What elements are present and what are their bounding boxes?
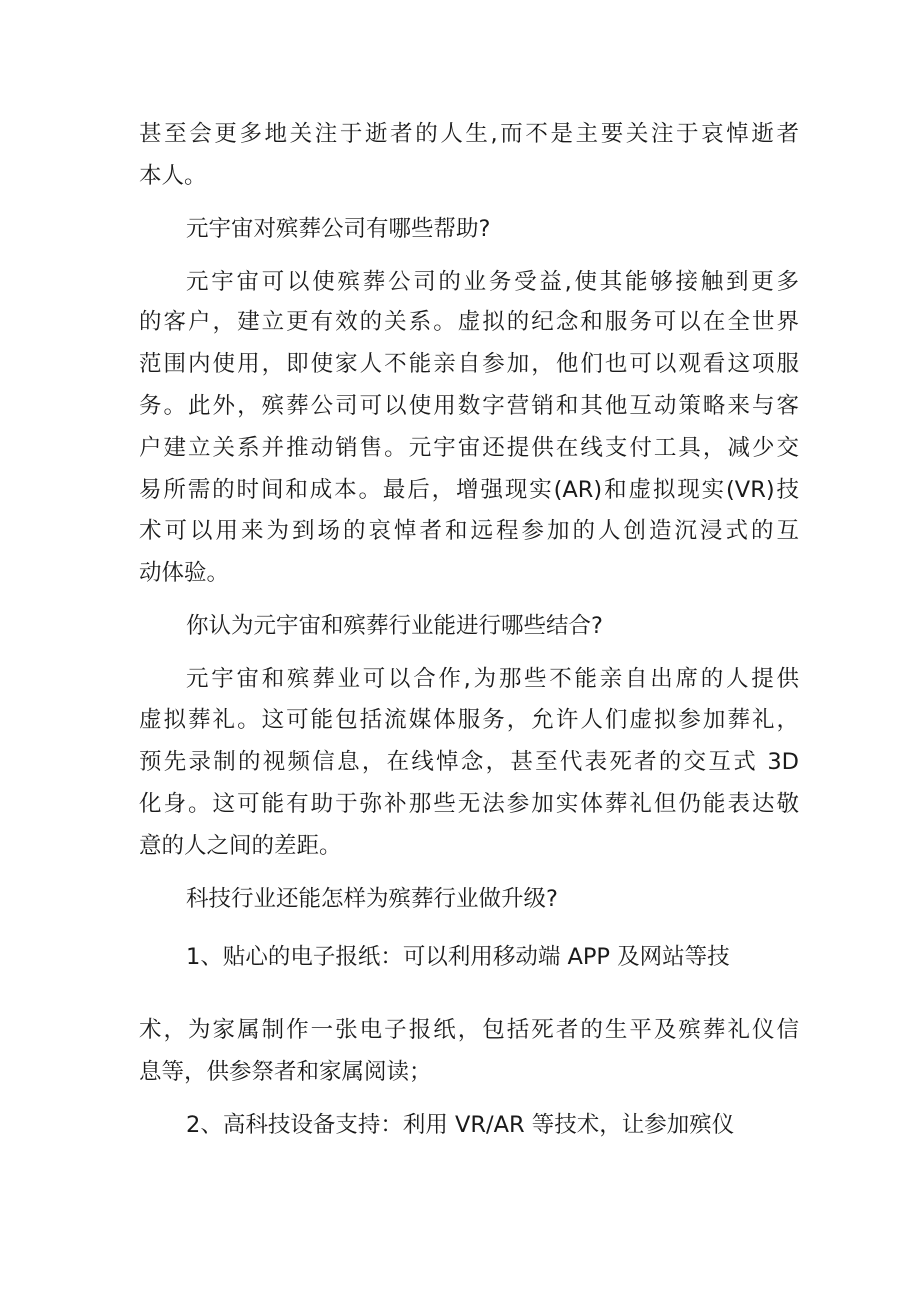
question-heading-2: 你认为元宇宙和殡葬行业能进行哪些结合? — [186, 613, 603, 639]
question-heading-1: 元宇宙对殡葬公司有哪些帮助? — [186, 216, 491, 242]
question-heading-3: 科技行业还能怎样为殡葬行业做升级? — [186, 886, 558, 912]
text-line-5: 的客户，建立更有效的关系。虚拟的纪念和服务可以在全世界 — [139, 309, 799, 335]
text-line-10: 术可以用来为到场的哀悼者和远程参加的人创造沉浸式的互 — [139, 518, 799, 544]
text-line-21: 息等，供参祭者和家属阅读； — [139, 1059, 432, 1085]
text-line-8: 户建立关系并推动销售。元宇宙还提供在线支付工具，减少交 — [139, 435, 799, 461]
text-line-16: 化身。这可能有助于弥补那些无法参加实体葬礼但仍能表达敬 — [139, 791, 799, 817]
text-line-6: 范围内使用，即使家人不能亲自参加，他们也可以观看这项服 — [139, 351, 799, 377]
text-line-15: 预先录制的视频信息，在线悼念，甚至代表死者的交互式 3D — [139, 749, 799, 775]
text-line-9: 易所需的时间和成本。最后，增强现实(AR)和虚拟现实(VR)技 — [139, 477, 799, 503]
text-line-20: 术，为家属制作一张电子报纸，包括死者的生平及殡葬礼仪信 — [139, 1017, 799, 1043]
text-line-1: 甚至会更多地关注于逝者的人生,而不是主要关注于哀悼逝者 — [139, 121, 799, 147]
list-item-2: 2、高科技设备支持：利用 VR/AR 等技术，让参加殡仪 — [186, 1112, 735, 1138]
text-line-17: 意的人之间的差距。 — [139, 833, 342, 859]
text-line-11: 动体验。 — [139, 560, 230, 586]
list-item-1: 1、贴心的电子报纸：可以利用移动端 APP 及网站等技 — [186, 944, 730, 970]
text-line-7: 务。此外，殡葬公司可以使用数字营销和其他互动策略来与客 — [139, 393, 799, 419]
text-line-2: 本人。 — [139, 163, 207, 189]
text-line-13: 元宇宙和殡葬业可以合作,为那些不能亲自出席的人提供 — [186, 666, 799, 692]
text-line-14: 虚拟葬礼。这可能包括流媒体服务，允许人们虚拟参加葬礼， — [139, 707, 799, 733]
text-line-4: 元宇宙可以使殡葬公司的业务受益,使其能够接触到更多 — [186, 269, 799, 295]
